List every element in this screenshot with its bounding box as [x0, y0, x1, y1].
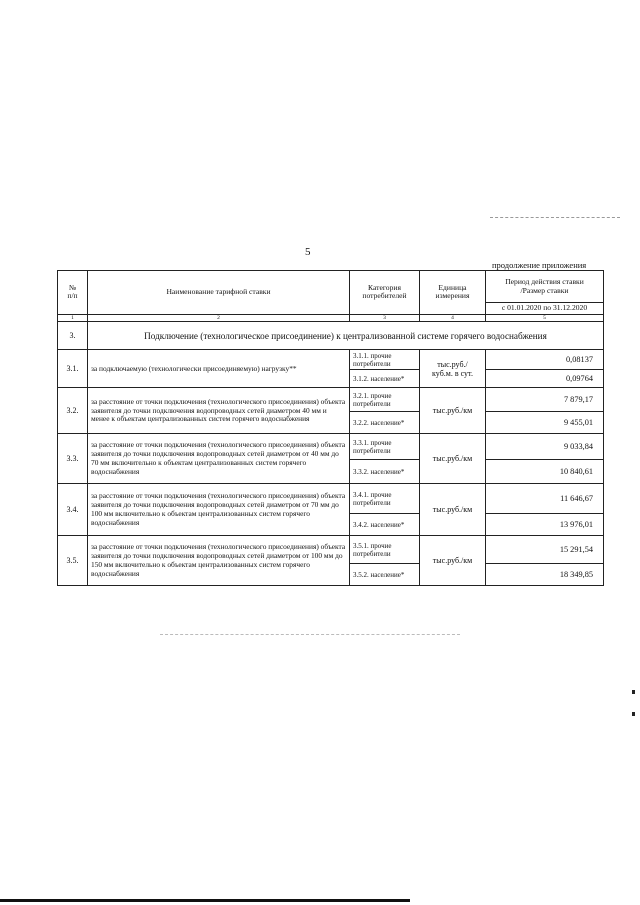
row-name: за расстояние от точки подключения (технологического присоединения) объекта заявителя до точки подключения водопроводных сетей диаметром от 40 мм до 70 мм включительно к объектам централизованных систем горячего водоснабжения — [88, 434, 350, 484]
scan-edge-mark — [632, 712, 635, 716]
column-number: 4 — [420, 314, 486, 321]
row-num: 3.3. — [58, 434, 88, 484]
row-value: 18 349,85 — [486, 564, 604, 586]
row-num: 3.1. — [58, 350, 88, 388]
scan-edge-mark — [632, 690, 635, 694]
row-category: 3.5.1. прочие потребители — [350, 536, 420, 564]
column-number: 5 — [486, 314, 604, 321]
row-value: 9 033,84 — [486, 434, 604, 460]
table-row — [58, 484, 604, 514]
scan-artifact-line — [490, 217, 620, 218]
row-category: 3.2.1. прочие потребители — [350, 388, 420, 412]
tariff-table — [57, 270, 604, 586]
header-unit: Единица измерения — [420, 271, 486, 315]
page-number: 5 — [305, 246, 311, 258]
row-num: 3.2. — [58, 388, 88, 434]
table-header-row — [58, 271, 604, 303]
column-number: 1 — [58, 314, 88, 321]
header-period-title: Период действия ставки /Размер ставки — [486, 271, 604, 303]
row-value: 10 840,61 — [486, 460, 604, 484]
row-unit: тыс.руб./км — [420, 434, 486, 484]
row-num: 3.4. — [58, 484, 88, 536]
row-value: 11 646,67 — [486, 484, 604, 514]
header-category: Категория потребителей — [350, 271, 420, 315]
row-category: 3.4.2. население* — [350, 514, 420, 536]
column-number: 2 — [88, 314, 350, 321]
section-num: 3. — [58, 322, 88, 350]
row-name: за расстояние от точки подключения (технологического присоединения) объекта заявителя до точки подключения водопроводных сетей диаметром от 70 мм до 100 мм включительно к объектам централизованных систем горячего водоснабжения — [88, 484, 350, 536]
row-category: 3.2.2. население* — [350, 412, 420, 434]
continuation-label: продолжение приложения — [492, 260, 587, 270]
row-unit: тыс.руб./ куб.м. в сут. — [420, 350, 486, 388]
row-category: 3.5.2. население* — [350, 564, 420, 586]
header-name: Наименование тарифной ставки — [88, 271, 350, 315]
row-unit: тыс.руб./км — [420, 484, 486, 536]
header-period-range: с 01.01.2020 по 31.12.2020 — [486, 303, 604, 315]
section-row — [58, 322, 604, 350]
row-value: 13 976,01 — [486, 514, 604, 536]
table-row — [58, 536, 604, 564]
section-title: Подключение (технологическое присоединение) к централизованной системе горячего водоснабжения — [88, 322, 604, 350]
row-value: 9 455,01 — [486, 412, 604, 434]
row-value: 0,08137 — [486, 350, 604, 370]
scan-edge-bar — [0, 899, 410, 902]
row-unit: тыс.руб./км — [420, 536, 486, 586]
column-number-row — [58, 314, 604, 321]
row-value: 0,09764 — [486, 370, 604, 388]
table-row — [58, 434, 604, 460]
row-category: 3.4.1. прочие потребители — [350, 484, 420, 514]
row-value: 7 879,17 — [486, 388, 604, 412]
row-value: 15 291,54 — [486, 536, 604, 564]
table-row — [58, 388, 604, 412]
scan-artifact-line — [160, 634, 460, 635]
row-name: за расстояние от точки подключения (технологического присоединения) объекта заявителя до точки подключения водопроводных сетей диаметром 40 мм и менее к объектам централизованных систем горячего водоснабжения — [88, 388, 350, 434]
table-row — [58, 350, 604, 370]
row-name: за расстояние от точки подключения (технологического присоединения) объекта заявителя до точки подключения водопроводных сетей диаметром от 100 мм до 150 мм включительно к объектам централизованных систем горячего водоснабжения — [88, 536, 350, 586]
row-category: 3.3.1. прочие потребители — [350, 434, 420, 460]
column-number: 3 — [350, 314, 420, 321]
row-category: 3.1.1. прочие потребители — [350, 350, 420, 370]
row-category: 3.3.2. население* — [350, 460, 420, 484]
row-name: за подключаемую (технологически присоединяемую) нагрузку** — [88, 350, 350, 388]
row-category: 3.1.2. население* — [350, 370, 420, 388]
row-unit: тыс.руб./км — [420, 388, 486, 434]
row-num: 3.5. — [58, 536, 88, 586]
header-num: № п/п — [58, 271, 88, 315]
